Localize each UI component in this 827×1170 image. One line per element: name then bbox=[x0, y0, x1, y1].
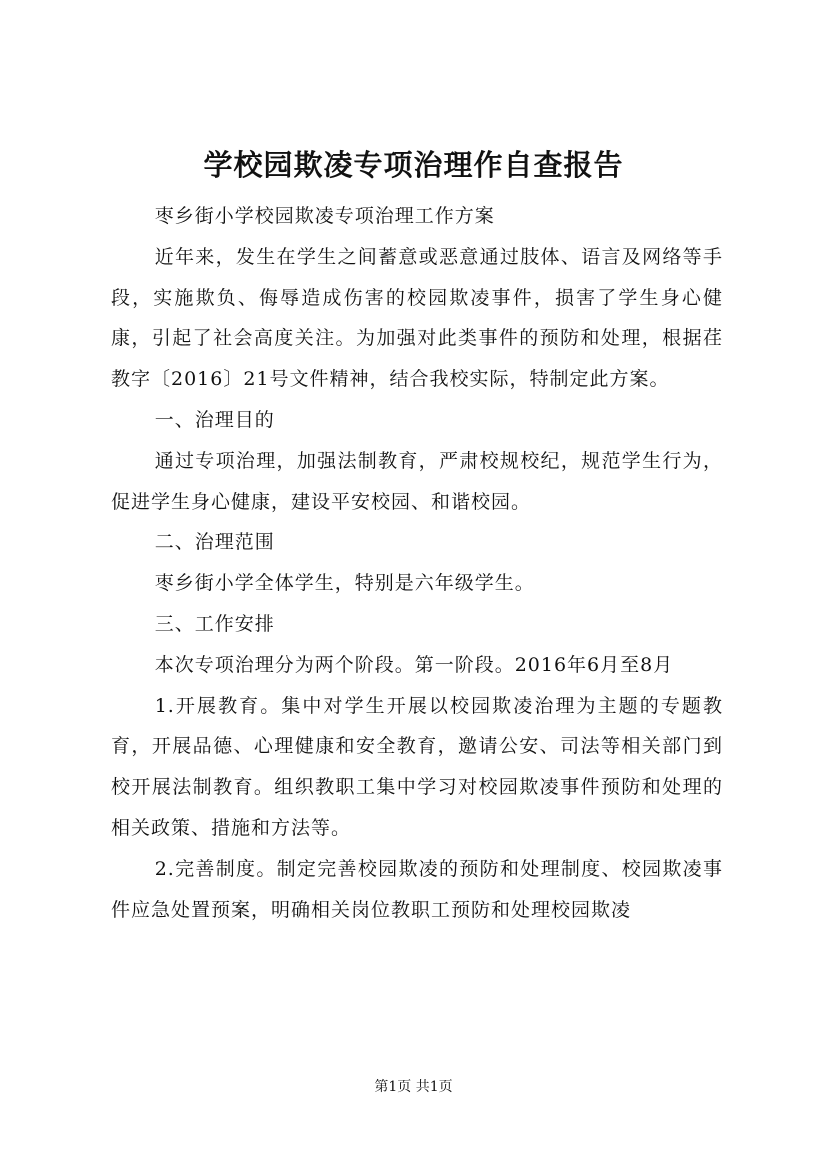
paragraph-purpose: 通过专项治理，加强法制教育，严肃校规校纪，规范学生行为，促进学生身心健康，建设平安校园、和谐校园。 bbox=[111, 449, 723, 513]
document-body bbox=[111, 196, 723, 930]
paragraph-subtitle: 枣乡街小学校园欺凌专项治理工作方案 bbox=[154, 205, 495, 227]
section-heading-scope: 二、治理范围 bbox=[154, 531, 275, 554]
section-heading-purpose: 一、治理目的 bbox=[154, 408, 275, 431]
page-footer: 第1页 共1页 bbox=[374, 1079, 453, 1095]
section-heading-arrangement: 三、工作安排 bbox=[154, 612, 275, 635]
page-title: 学校园欺凌专项治理作自查报告 bbox=[203, 148, 624, 182]
paragraph-scope: 枣乡街小学全体学生，特别是六年级学生。 bbox=[154, 572, 535, 595]
paragraph-stages: 本次专项治理分为两个阶段。第一阶段。2016年6月至8月 bbox=[154, 653, 674, 676]
paragraph-item-2: 2.完善制度。制定完善校园欺凌的预防和处理制度、校园欺凌事件应急处置预案，明确相关岗位教职工预防和处理校园欺凌 bbox=[111, 857, 723, 921]
paragraph-item-1: 1.开展教育。集中对学生开展以校园欺凌治理为主题的专题教育，开展品德、心理健康和安全教育，邀请公安、司法等相关部门到校开展法制教育。组织教职工集中学习对校园欺凌事件预防和处理的相关政策、措施和方法等。 bbox=[111, 694, 723, 839]
paragraph-intro: 近年来，发生在学生之间蓄意或恶意通过肢体、语言及网络等手段，实施欺负、侮辱造成伤害的校园欺凌事件，损害了学生身心健康，引起了社会高度关注。为加强对此类事件的预防和处理，根据荏教字〔2016〕21号文件精神，结合我校实际，特制定此方案。 bbox=[111, 245, 723, 391]
